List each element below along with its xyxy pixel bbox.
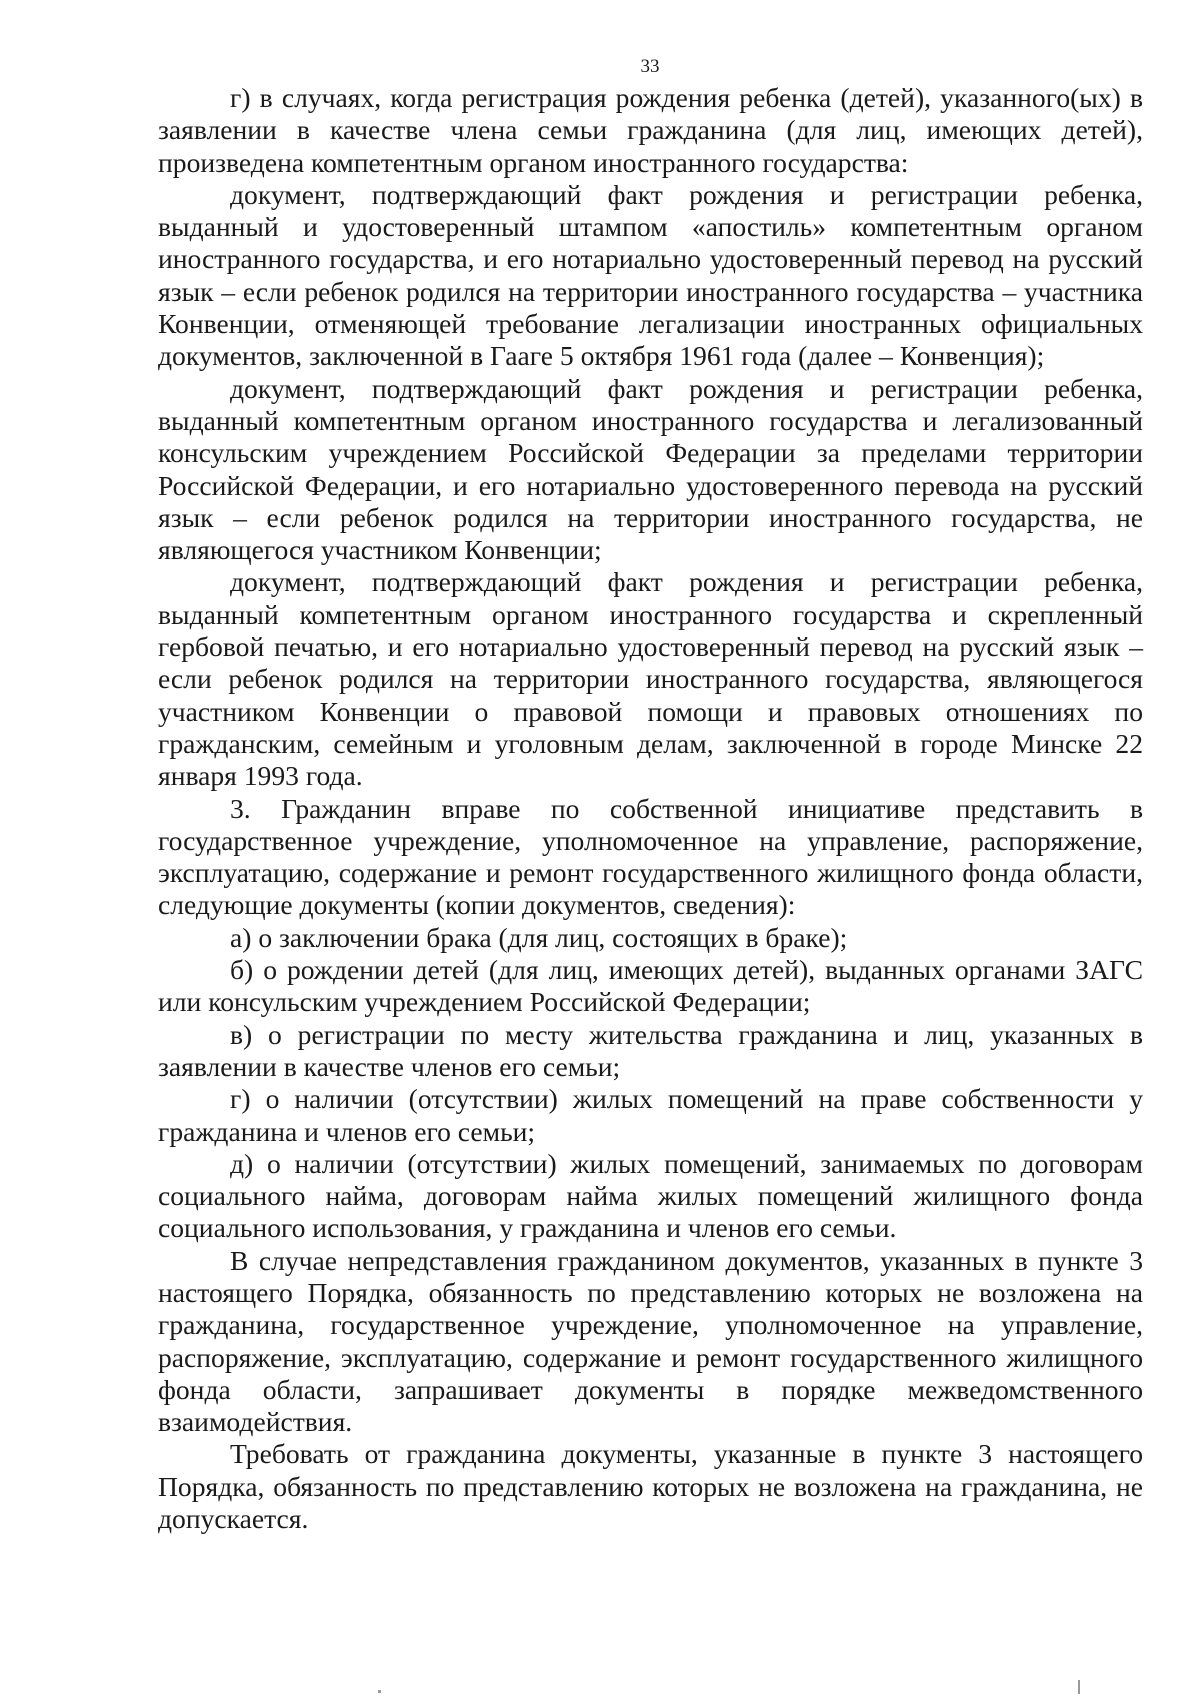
- paragraph-apostille-document: документ, подтверждающий факт рождения и регистрации ребенка, выданный и удостоверенный штампом «апостиль» компетентным органом иностранного государства, и его нотариально удостоверенный перевод на русский язык – если ребенок родился на территории иностранного государства – участника Конвенции, отменяющей требование легализации иностранных официальных документов, заключенной в Гааге 5 октября 1961 года (далее – Конвенция);: [158, 178, 1143, 372]
- paragraph-not-allowed: Требовать от гражданина документы, указанные в пункте 3 настоящего Порядка, обязанность по представлению которых не возложена на гражданина, не допускается.: [158, 1438, 1143, 1535]
- paragraph-legalized-document: документ, подтверждающий факт рождения и регистрации ребенка, выданный компетентным органом иностранного государства и легализованный консульским учреждением Российской Федерации за пределами территории Российской Федерации, и его нотариально удостоверенного перевода на русский язык – если ребенок родился на территории иностранного государства, не являющегося участником Конвенции;: [158, 372, 1143, 566]
- list-item-d-social-rent: д) о наличии (отсутствии) жилых помещений, занимаемых по договорам социального найма, договорам найма жилых помещений жилищного фонда социального использования, у гражданина и членов его семьи.: [158, 1147, 1143, 1244]
- paragraph-interagency-request: В случае непредставления гражданином документов, указанных в пункте 3 настоящего Порядка, обязанность по представлению которых не возложена на гражданина, государственное учреждение, уполномоченное на управление, распоряжение, эксплуатацию, содержание и ремонт государственного жилищного фонда области, запрашивает документы в порядке межведомственного взаимодействия.: [158, 1244, 1143, 1438]
- document-body: [158, 82, 1143, 1535]
- list-item-g-ownership: г) о наличии (отсутствии) жилых помещений на праве собственности у гражданина и членов его семьи;: [158, 1083, 1143, 1147]
- list-item-b-birth: б) о рождении детей (для лиц, имеющих детей), выданных органами ЗАГС или консульским учреждением Российской Федерации;: [158, 954, 1143, 1018]
- scan-speck: [378, 1690, 381, 1693]
- list-item-a-marriage: а) о заключении брака (для лиц, состоящих в браке);: [230, 921, 848, 953]
- paragraph-item-3-optional-documents: 3. Гражданин вправе по собственной инициативе представить в государственное учреждение, уполномоченное на управление, распоряжение, эксплуатацию, содержание и ремонт государственного жилищного фонда области, следующие документы (копии документов, сведения):: [158, 792, 1143, 921]
- list-item-v-registration: в) о регистрации по месту жительства гражданина и лиц, указанных в заявлении в качестве членов его семьи;: [158, 1018, 1143, 1082]
- page-number: 33: [640, 56, 660, 77]
- paragraph-subitem-g-foreign-registration: г) в случаях, когда регистрация рождения ребенка (детей), указанного(ых) в заявлении в качестве члена семьи гражданина (для лиц, имеющих детей), произведена компетентным органом иностранного государства:: [158, 82, 1143, 178]
- paragraph-minsk-convention-document: документ, подтверждающий факт рождения и регистрации ребенка, выданный компетентным органом иностранного государства и скрепленный гербовой печатью, и его нотариально удостоверенный перевод на русский язык – если ребенок родился на территории иностранного государства, являющегося участником Конвенции о правовой помощи и правовых отношениях по гражданским, семейным и уголовным делам, заключенной в городе Минске 22 января 1993 года.: [158, 566, 1143, 792]
- scan-speck: [1078, 1680, 1080, 1694]
